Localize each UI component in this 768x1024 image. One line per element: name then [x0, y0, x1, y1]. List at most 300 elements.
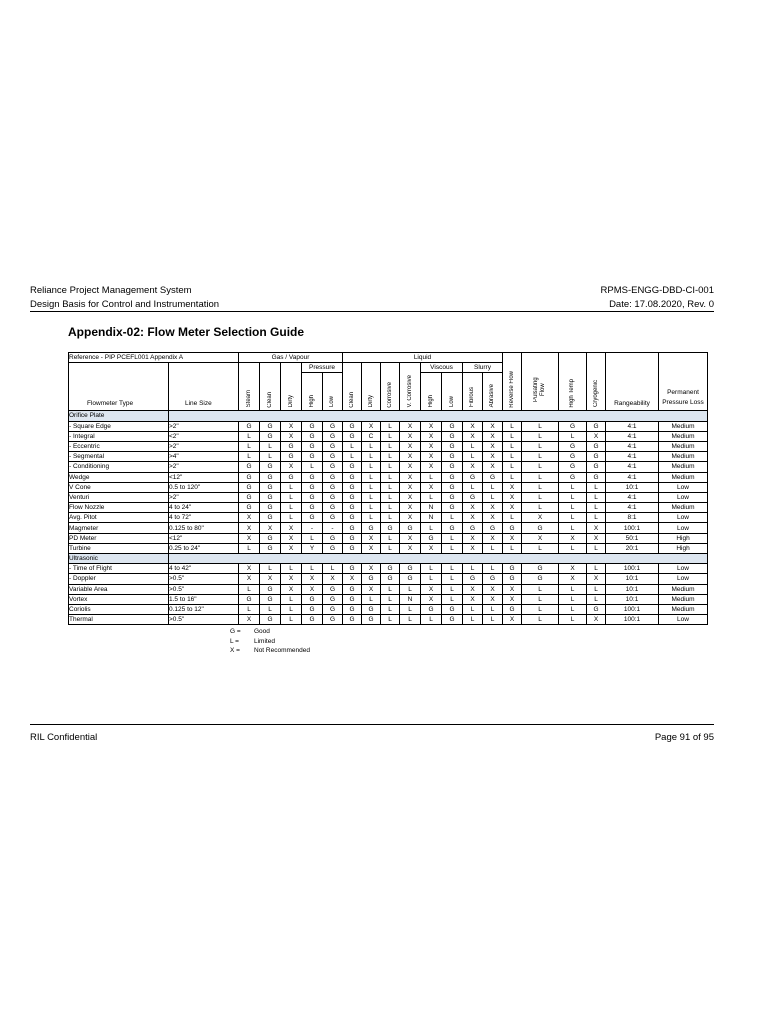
- table-section-row: [69, 411, 708, 421]
- flowmeter-type-cell: - Time of Flight: [69, 564, 169, 574]
- rating-cell: G: [281, 441, 302, 451]
- pressure-loss-cell: Medium: [659, 421, 708, 431]
- rating-cell: G: [343, 421, 362, 431]
- rating-cell: L: [559, 482, 587, 492]
- rating-cell: G: [483, 574, 503, 584]
- header-divider: [30, 311, 714, 312]
- rating-cell: G: [381, 523, 400, 533]
- rating-cell: L: [362, 492, 381, 502]
- flowmeter-type-cell: Vortex: [69, 594, 169, 604]
- rating-cell: X: [421, 482, 442, 492]
- rating-cell: X: [463, 421, 483, 431]
- group-liquid: Liquid: [343, 353, 503, 363]
- rating-cell: L: [559, 431, 587, 441]
- rating-cell: L: [381, 431, 400, 441]
- table-row: [69, 513, 708, 523]
- rating-cell: G: [503, 564, 522, 574]
- rating-cell: X: [587, 523, 606, 533]
- rangeability-cell: 4:1: [606, 421, 659, 431]
- rating-cell: X: [239, 533, 260, 543]
- rating-cell: L: [343, 452, 362, 462]
- header-right: [601, 284, 715, 312]
- rating-cell: L: [400, 615, 421, 625]
- rating-cell: L: [442, 574, 463, 584]
- rangeability-cell: 10:1: [606, 574, 659, 584]
- rating-cell: L: [260, 564, 281, 574]
- line-size-cell: >2": [169, 421, 239, 431]
- rating-cell: L: [463, 441, 483, 451]
- rating-cell: X: [587, 431, 606, 441]
- rating-cell: X: [503, 503, 522, 513]
- rating-cell: X: [362, 421, 381, 431]
- rating-cell: L: [559, 503, 587, 513]
- table-row: [69, 564, 708, 574]
- rating-cell: L: [483, 564, 503, 574]
- rating-cell: X: [483, 462, 503, 472]
- table-row: [69, 604, 708, 614]
- rangeability-cell: 10:1: [606, 482, 659, 492]
- rating-cell: L: [381, 492, 400, 502]
- sub-pressure: Pressure: [302, 363, 343, 373]
- rating-cell: X: [400, 462, 421, 472]
- pressure-loss-cell: Low: [659, 574, 708, 584]
- rating-cell: G: [260, 482, 281, 492]
- rating-cell: X: [281, 462, 302, 472]
- rating-cell: -: [302, 523, 323, 533]
- table-row: [69, 594, 708, 604]
- rating-cell: N: [421, 503, 442, 513]
- rating-cell: G: [239, 472, 260, 482]
- col-reverse-flow: Reverse Flow: [503, 353, 522, 411]
- rating-cell: L: [503, 431, 522, 441]
- rating-cell: G: [260, 615, 281, 625]
- line-size-cell: 4 to 42": [169, 564, 239, 574]
- rating-cell: X: [503, 533, 522, 543]
- rating-cell: X: [302, 574, 323, 584]
- rating-cell: G: [260, 503, 281, 513]
- rangeability-cell: 100:1: [606, 564, 659, 574]
- rating-cell: X: [239, 574, 260, 584]
- rating-cell: L: [483, 604, 503, 614]
- rating-cell: L: [559, 584, 587, 594]
- col-liquid-dirty: Dirty: [362, 363, 381, 411]
- rating-cell: G: [260, 594, 281, 604]
- legend-item: X = Not Recommended: [230, 647, 310, 654]
- rating-cell: X: [400, 533, 421, 543]
- rating-cell: L: [421, 564, 442, 574]
- rating-cell: L: [442, 594, 463, 604]
- rating-cell: L: [503, 513, 522, 523]
- rangeability-cell: 10:1: [606, 584, 659, 594]
- col-pulsating-flow: Pulsating Flow: [522, 353, 559, 411]
- rating-cell: L: [239, 441, 260, 451]
- flowmeter-type-cell: - Square Edge: [69, 421, 169, 431]
- rating-cell: X: [463, 503, 483, 513]
- line-size-cell: >2": [169, 462, 239, 472]
- footer-divider: [30, 724, 714, 725]
- rating-cell: G: [503, 604, 522, 614]
- rating-cell: L: [559, 543, 587, 553]
- rangeability-cell: 20:1: [606, 543, 659, 553]
- pressure-loss-cell: Low: [659, 615, 708, 625]
- line-size-cell: 1.5 to 16": [169, 594, 239, 604]
- rating-cell: X: [400, 441, 421, 451]
- rating-cell: L: [483, 543, 503, 553]
- rating-cell: X: [463, 431, 483, 441]
- pressure-loss-cell: Medium: [659, 584, 708, 594]
- line-size-cell: >2": [169, 441, 239, 451]
- rating-cell: X: [463, 584, 483, 594]
- line-size-cell: <12": [169, 533, 239, 543]
- rating-cell: X: [483, 584, 503, 594]
- pressure-loss-cell: Medium: [659, 431, 708, 441]
- col-corrosive: Corrosive: [381, 363, 400, 411]
- rating-cell: X: [503, 492, 522, 502]
- pressure-loss-cell: Medium: [659, 472, 708, 482]
- rating-cell: L: [483, 492, 503, 502]
- rating-cell: L: [362, 441, 381, 451]
- rating-cell: L: [381, 513, 400, 523]
- rating-cell: X: [323, 574, 343, 584]
- document-date: Date: 17.08.2020, Rev. 0: [609, 299, 714, 310]
- rating-cell: X: [421, 421, 442, 431]
- rating-cell: X: [281, 523, 302, 533]
- rating-cell: N: [421, 513, 442, 523]
- rating-cell: G: [400, 564, 421, 574]
- rating-cell: G: [442, 492, 463, 502]
- rating-cell: G: [260, 492, 281, 502]
- flowmeter-type-cell: Turbine: [69, 543, 169, 553]
- rating-cell: G: [260, 462, 281, 472]
- rating-cell: X: [483, 431, 503, 441]
- rating-cell: L: [503, 543, 522, 553]
- page-title: Appendix-02: Flow Meter Selection Guide: [68, 325, 305, 339]
- rating-cell: L: [503, 452, 522, 462]
- table-row: [69, 452, 708, 462]
- rating-cell: L: [442, 584, 463, 594]
- rating-cell: L: [559, 523, 587, 533]
- rating-cell: G: [260, 431, 281, 441]
- rating-cell: G: [343, 503, 362, 513]
- rating-cell: X: [400, 431, 421, 441]
- rating-cell: X: [400, 492, 421, 502]
- rating-cell: G: [343, 604, 362, 614]
- rating-cell: G: [503, 523, 522, 533]
- rating-cell: L: [362, 513, 381, 523]
- rating-cell: L: [281, 594, 302, 604]
- rating-cell: L: [302, 564, 323, 574]
- rating-cell: G: [323, 584, 343, 594]
- rating-cell: L: [463, 604, 483, 614]
- rating-cell: G: [522, 523, 559, 533]
- rating-cell: L: [381, 543, 400, 553]
- col-rangeability: Rangeability: [606, 353, 659, 411]
- flowmeter-type-cell: Avg. Pitot: [69, 513, 169, 523]
- rating-cell: L: [522, 482, 559, 492]
- rating-cell: G: [302, 452, 323, 462]
- rating-cell: L: [260, 441, 281, 451]
- rating-cell: G: [362, 574, 381, 584]
- rating-cell: X: [483, 513, 503, 523]
- rating-cell: L: [381, 584, 400, 594]
- rating-cell: G: [239, 594, 260, 604]
- rating-cell: G: [559, 472, 587, 482]
- rating-cell: X: [421, 594, 442, 604]
- col-steam: Steam: [239, 363, 260, 411]
- col-flowmeter-type: Flowmeter Type: [69, 363, 169, 411]
- rating-cell: X: [362, 584, 381, 594]
- line-size-cell: >4": [169, 452, 239, 462]
- rangeability-cell: 4:1: [606, 441, 659, 451]
- rating-cell: X: [559, 533, 587, 543]
- rating-cell: G: [343, 594, 362, 604]
- table-row: [69, 543, 708, 553]
- rating-cell: X: [421, 431, 442, 441]
- rating-cell: L: [323, 564, 343, 574]
- rating-cell: X: [587, 574, 606, 584]
- flowmeter-type-cell: Thermal: [69, 615, 169, 625]
- flowmeter-type-cell: Wedge: [69, 472, 169, 482]
- rating-cell: L: [421, 574, 442, 584]
- rating-cell: G: [442, 441, 463, 451]
- rating-cell: G: [343, 615, 362, 625]
- rating-cell: G: [323, 472, 343, 482]
- rating-cell: L: [483, 615, 503, 625]
- rating-cell: G: [302, 513, 323, 523]
- rating-cell: G: [323, 441, 343, 451]
- rating-cell: L: [281, 513, 302, 523]
- line-size-cell: <2": [169, 431, 239, 441]
- rating-cell: X: [421, 584, 442, 594]
- col-viscous-high: High: [421, 373, 442, 411]
- rating-cell: X: [239, 615, 260, 625]
- rating-cell: X: [463, 543, 483, 553]
- table-row: [69, 584, 708, 594]
- rating-cell: L: [503, 441, 522, 451]
- rating-cell: X: [281, 431, 302, 441]
- rating-cell: L: [503, 462, 522, 472]
- rating-cell: G: [559, 452, 587, 462]
- rating-cell: G: [343, 584, 362, 594]
- table-body: [69, 411, 708, 625]
- rating-cell: L: [522, 452, 559, 462]
- rating-cell: G: [362, 523, 381, 533]
- rating-cell: L: [239, 452, 260, 462]
- rating-cell: L: [421, 492, 442, 502]
- pressure-loss-cell: High: [659, 543, 708, 553]
- rating-cell: L: [587, 513, 606, 523]
- rating-cell: N: [400, 594, 421, 604]
- rating-cell: G: [362, 615, 381, 625]
- col-v-corrosive: V. Corrosive: [400, 363, 421, 411]
- line-size-cell: >0.5": [169, 584, 239, 594]
- rating-cell: C: [362, 431, 381, 441]
- rating-cell: G: [587, 452, 606, 462]
- rating-cell: G: [260, 543, 281, 553]
- rating-cell: X: [400, 513, 421, 523]
- rating-cell: G: [323, 543, 343, 553]
- rangeability-cell: 4:1: [606, 472, 659, 482]
- table-row: [69, 533, 708, 543]
- rating-cell: L: [587, 482, 606, 492]
- rating-cell: L: [381, 441, 400, 451]
- flowmeter-type-cell: Venturi: [69, 492, 169, 502]
- rating-cell: G: [483, 472, 503, 482]
- group-gas-vapour: Gas / Vapour: [239, 353, 343, 363]
- rating-cell: X: [559, 564, 587, 574]
- rangeability-cell: 4:1: [606, 452, 659, 462]
- rating-cell: X: [463, 533, 483, 543]
- rating-cell: G: [442, 523, 463, 533]
- rating-cell: X: [483, 503, 503, 513]
- rating-cell: G: [503, 574, 522, 584]
- rating-cell: L: [442, 564, 463, 574]
- rating-cell: G: [302, 421, 323, 431]
- footer-confidential: RIL Confidential: [30, 732, 98, 743]
- footer-page-number: Page 91 of 95: [654, 732, 714, 743]
- rating-cell: L: [463, 452, 483, 462]
- rating-cell: L: [421, 615, 442, 625]
- rating-cell: G: [587, 441, 606, 451]
- rating-cell: G: [343, 543, 362, 553]
- rating-cell: G: [343, 523, 362, 533]
- rating-cell: G: [343, 492, 362, 502]
- rating-cell: L: [343, 441, 362, 451]
- flowmeter-type-cell: PD Meter: [69, 533, 169, 543]
- section-label: Ultrasonic: [69, 554, 169, 564]
- table-row: [69, 615, 708, 625]
- rating-cell: L: [522, 472, 559, 482]
- rating-cell: L: [522, 594, 559, 604]
- rating-cell: G: [463, 574, 483, 584]
- rating-cell: L: [587, 503, 606, 513]
- rating-cell: X: [362, 564, 381, 574]
- rangeability-cell: 8:1: [606, 513, 659, 523]
- rating-cell: L: [281, 482, 302, 492]
- flowmeter-type-cell: - Eccentric: [69, 441, 169, 451]
- rating-cell: L: [362, 594, 381, 604]
- system-name: Reliance Project Management System: [30, 285, 192, 296]
- rating-cell: G: [587, 604, 606, 614]
- rating-cell: X: [400, 452, 421, 462]
- rangeability-cell: 100:1: [606, 604, 659, 614]
- col-gas-clean: Clean: [260, 363, 281, 411]
- rating-cell: L: [302, 462, 323, 472]
- rating-cell: G: [323, 513, 343, 523]
- flowmeter-type-cell: Flow Nozzle: [69, 503, 169, 513]
- col-abrasive: Abrasive: [483, 373, 503, 411]
- rating-cell: L: [239, 543, 260, 553]
- section-fill: [169, 411, 708, 421]
- pressure-loss-cell: Medium: [659, 462, 708, 472]
- rating-cell: G: [260, 421, 281, 431]
- rating-cell: G: [302, 472, 323, 482]
- rating-cell: G: [442, 462, 463, 472]
- rating-cell: Y: [302, 543, 323, 553]
- rating-cell: G: [442, 452, 463, 462]
- rangeability-cell: 4:1: [606, 503, 659, 513]
- rating-cell: G: [442, 431, 463, 441]
- rating-cell: G: [463, 472, 483, 482]
- sub-slurry: Slurry: [463, 363, 503, 373]
- rating-cell: X: [421, 441, 442, 451]
- col-pressure-high: High: [302, 373, 323, 411]
- rating-cell: L: [381, 472, 400, 482]
- rating-cell: L: [559, 492, 587, 502]
- col-cryogenic: Cryogenic: [587, 353, 606, 411]
- rating-cell: L: [239, 604, 260, 614]
- rating-cell: G: [260, 513, 281, 523]
- rating-cell: X: [463, 462, 483, 472]
- rating-cell: L: [559, 604, 587, 614]
- pressure-loss-cell: Low: [659, 523, 708, 533]
- rating-cell: G: [343, 482, 362, 492]
- rating-cell: L: [281, 604, 302, 614]
- rating-cell: X: [400, 421, 421, 431]
- rating-cell: L: [483, 482, 503, 492]
- line-size-cell: 4 to 72": [169, 513, 239, 523]
- flowmeter-type-cell: - Segmental: [69, 452, 169, 462]
- rating-cell: L: [239, 584, 260, 594]
- rating-cell: G: [442, 604, 463, 614]
- table-row: [69, 441, 708, 451]
- rating-cell: X: [400, 503, 421, 513]
- line-size-cell: 0.125 to 80": [169, 523, 239, 533]
- rating-cell: L: [362, 452, 381, 462]
- rating-cell: G: [323, 594, 343, 604]
- rating-cell: L: [522, 492, 559, 502]
- rating-cell: X: [421, 543, 442, 553]
- rating-cell: X: [483, 452, 503, 462]
- rating-cell: X: [463, 594, 483, 604]
- legend-item: L = Limited: [230, 637, 275, 645]
- line-size-cell: >2": [169, 492, 239, 502]
- rating-cell: L: [381, 615, 400, 625]
- rating-cell: X: [400, 543, 421, 553]
- rating-cell: L: [381, 462, 400, 472]
- rating-cell: G: [343, 431, 362, 441]
- rating-cell: G: [302, 492, 323, 502]
- rating-cell: X: [281, 574, 302, 584]
- rating-cell: G: [400, 523, 421, 533]
- rating-cell: G: [302, 503, 323, 513]
- rating-cell: G: [343, 564, 362, 574]
- rating-cell: G: [421, 533, 442, 543]
- rating-cell: X: [421, 462, 442, 472]
- sub-viscous: Viscous: [421, 363, 463, 373]
- rating-cell: L: [522, 615, 559, 625]
- section-label: Orifice Plate: [69, 411, 169, 421]
- rating-cell: G: [587, 421, 606, 431]
- rating-cell: G: [323, 462, 343, 472]
- rating-cell: L: [522, 584, 559, 594]
- rating-cell: G: [381, 574, 400, 584]
- col-high-temp: High Temp: [559, 353, 587, 411]
- rating-cell: G: [323, 431, 343, 441]
- rating-cell: X: [400, 472, 421, 482]
- rating-cell: G: [483, 523, 503, 533]
- rating-cell: G: [302, 604, 323, 614]
- table-row: [69, 472, 708, 482]
- rating-cell: L: [281, 492, 302, 502]
- rating-cell: L: [463, 482, 483, 492]
- line-size-cell: 0.5 to 120": [169, 482, 239, 492]
- rating-cell: X: [503, 594, 522, 604]
- rating-cell: L: [503, 421, 522, 431]
- rating-cell: G: [323, 533, 343, 543]
- rating-cell: G: [343, 462, 362, 472]
- rating-cell: L: [559, 615, 587, 625]
